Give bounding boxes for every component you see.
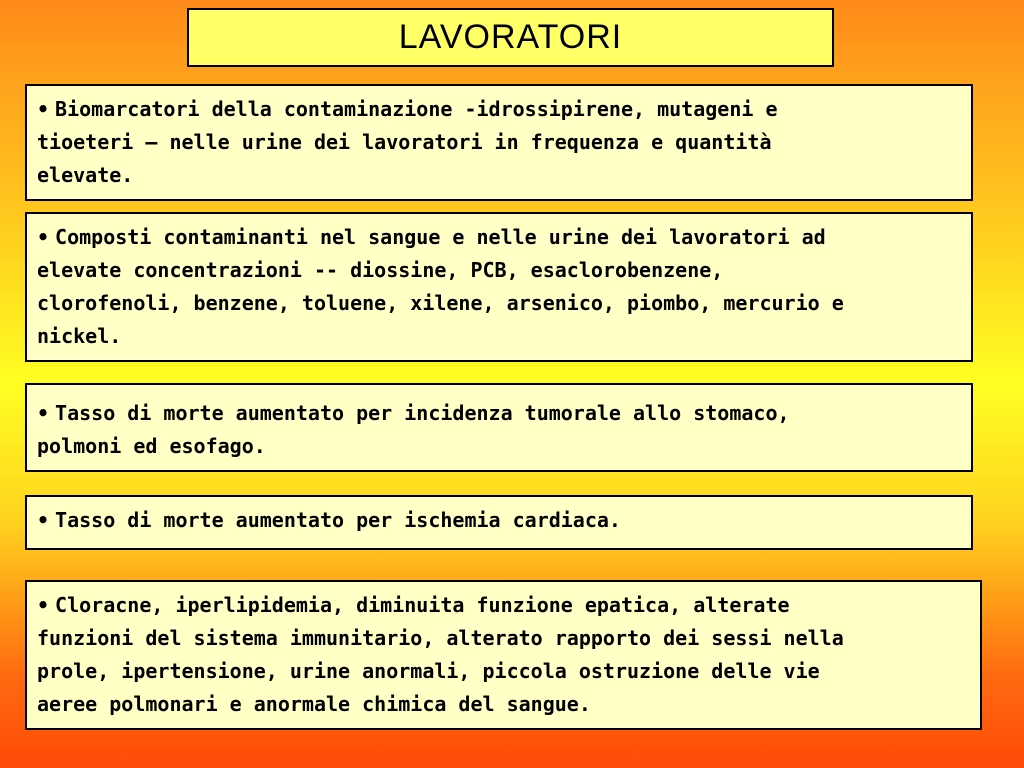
bullet-line: aeree polmonari e anormale chimica del sangue. (37, 692, 591, 716)
bullet-box-tumor-mortality (25, 383, 973, 472)
bullet-box-cardiac-mortality (25, 495, 973, 550)
bullet-line: elevate. (37, 163, 134, 187)
bullet-line: nickel. (37, 324, 122, 348)
bullet-line: clorofenoli, benzene, toluene, xilene, arsenico, piombo, mercurio e (37, 291, 844, 315)
bullet-text: Tasso di morte aumentato per ischemia cardiaca. (55, 508, 621, 532)
bullet-line: funzioni del sistema immunitario, alterato rapporto dei sessi nella (37, 626, 844, 650)
bullet-icon: • (37, 225, 50, 249)
bullet-line (37, 93, 963, 126)
bullet-text: Composti contaminanti nel sangue e nelle urine dei lavoratori ad (55, 225, 826, 249)
bullet-box-health-effects (25, 580, 982, 730)
bullet-line: elevate concentrazioni -- diossine, PCB, esaclorobenzene, (37, 258, 724, 282)
bullet-line (37, 221, 963, 254)
bullet-text: Biomarcatori della contaminazione -idrossipirene, mutageni e (55, 97, 778, 121)
bullet-icon: • (37, 401, 50, 425)
bullet-icon: • (37, 508, 50, 532)
bullet-icon: • (37, 97, 50, 121)
bullet-icon: • (37, 593, 50, 617)
slide-title: LAVORATORI (398, 18, 623, 56)
bullet-line (37, 397, 963, 430)
bullet-line: prole, ipertensione, urine anormali, piccola ostruzione delle vie (37, 659, 820, 683)
bullet-line (37, 589, 972, 622)
bullet-line: polmoni ed esofago. (37, 434, 266, 458)
bullet-text: Tasso di morte aumentato per incidenza tumorale allo stomaco, (55, 401, 790, 425)
bullet-line: tioeteri – nelle urine dei lavoratori in frequenza e quantità (37, 130, 772, 154)
bullet-line (37, 504, 963, 537)
bullet-text: Cloracne, iperlipidemia, diminuita funzione epatica, alterate (55, 593, 790, 617)
bullet-box-contaminants (25, 212, 973, 362)
slide-title-box (187, 8, 834, 67)
bullet-box-biomarkers (25, 84, 973, 201)
